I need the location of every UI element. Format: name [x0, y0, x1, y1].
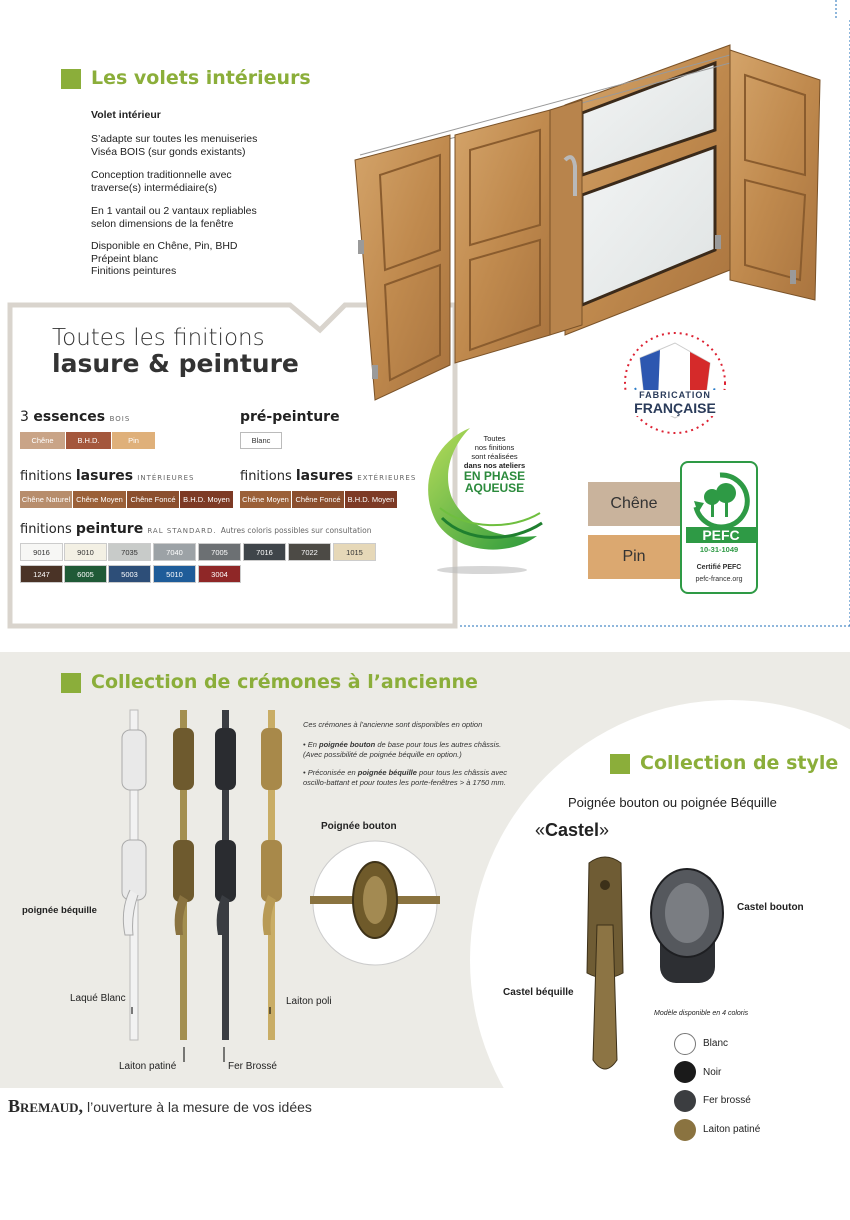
text-line: Ces crémones à l’ancienne sont disponibles en option [303, 720, 483, 729]
window-shutters-illustration [320, 35, 840, 415]
pefc-url: pefc-france.org [695, 576, 743, 583]
peinture-heading [20, 521, 371, 537]
pefc-certifie: Certifié PEFC [696, 564, 742, 571]
swatch-label: B.H.D. Moyen [183, 495, 230, 504]
swatch-label: 5010 [166, 569, 183, 579]
text: essences [33, 409, 106, 425]
swatch-label: 7022 [301, 547, 318, 557]
poignee-bequille-label: poignée béquille [22, 905, 97, 916]
text-line: Prépeint blanc [91, 252, 159, 265]
castel-bequille-label: Castel béquille [503, 987, 574, 998]
lasures-ext-heading [240, 468, 416, 484]
swatch-label: Pin [128, 436, 139, 445]
swatch-label: Chêne Moyen [76, 495, 123, 504]
color-dot-blanc [674, 1033, 696, 1055]
coloris-label: Blanc [703, 1038, 729, 1049]
lasure-ext-swatch [240, 491, 291, 508]
text: finitions [240, 469, 292, 484]
swatch-label: 9016 [33, 547, 50, 557]
text: poignée bouton [318, 740, 376, 749]
essence-swatch [112, 432, 155, 449]
lasures-int-heading [20, 468, 195, 484]
text-line: FRANÇAISE [634, 400, 716, 416]
wood-chene-swatch [588, 482, 680, 526]
text-line: sont réalisées [471, 452, 518, 461]
cremones-bullet-1 [303, 740, 543, 760]
text: « [535, 820, 546, 840]
peinture-swatch [20, 565, 63, 583]
brand-name: Bremaud, [8, 1096, 83, 1116]
laiton-patine-label: Laiton patiné [119, 1061, 177, 1072]
text: Autres coloris possibles sur consultation [220, 526, 372, 535]
swatch-label: 7016 [256, 547, 273, 557]
swatch-label: Pin [622, 548, 646, 565]
style-title: Collection de style [640, 752, 839, 774]
text: finitions [20, 469, 72, 484]
text-line: nos finitions [474, 443, 515, 452]
text-line: dans nos ateliers [463, 461, 526, 470]
text-line: (Avec possibilité de poignée béquille en option.) [303, 750, 462, 759]
swatch-label: B.H.D. Moyen [347, 495, 395, 504]
finitions-title-line1: Toutes les finitions [52, 325, 265, 351]
fabrication-text [622, 390, 728, 416]
text: lasures [75, 468, 134, 484]
text: pour tous les châssis avec [419, 768, 508, 777]
coloris-label: Laiton patiné [703, 1124, 761, 1135]
swatch-label: Chêne Naturel [21, 495, 71, 504]
text: poignée béquille [357, 768, 417, 777]
volets-title: Les volets intérieurs [91, 67, 311, 89]
castel-handles-illustration [575, 855, 735, 1090]
text-line: En 1 vantail ou 2 vantaux repliables [91, 205, 257, 217]
text: INTÉRIEURES [137, 474, 195, 482]
peinture-swatch [20, 543, 63, 561]
swatch-label: 1247 [33, 569, 50, 579]
pefc-name: PEFC [686, 527, 756, 543]
brand-tagline: l’ouverture à la mesure de vos idées [87, 1099, 312, 1115]
style-subtitle: Poignée bouton ou poignée Béquille [568, 795, 777, 810]
swatch-label: 6005 [77, 569, 94, 579]
prepeinture-heading: pré-peinture [240, 409, 340, 425]
text-line: Disponible en Chêne, Pin, BHD [91, 240, 238, 252]
pefc-logo [680, 461, 758, 594]
swatch-label: 9010 [77, 547, 94, 557]
text: finitions [20, 522, 72, 537]
section-marker [610, 754, 630, 774]
swatch-label: 7005 [211, 547, 228, 557]
text-line: FABRICATION [639, 390, 711, 400]
text: Castel [545, 820, 600, 840]
lasure-int-swatch [127, 491, 179, 508]
lasure-ext-swatch [345, 491, 397, 508]
color-dot-laiton-patine [674, 1119, 696, 1141]
swatch-label: 5003 [121, 569, 138, 579]
peinture-swatch [64, 565, 107, 583]
finitions-title-line2: lasure & peinture [52, 349, 299, 378]
lasure-int-swatch [73, 491, 126, 508]
poignee-bouton-closeup [310, 838, 440, 968]
swatch-label: B.H.D. [77, 436, 100, 445]
swatch-label: Chêne [610, 495, 658, 512]
text-line: Toutes [483, 434, 506, 443]
coloris-label: Noir [703, 1067, 722, 1078]
text-line: EN PHASE [463, 469, 526, 483]
text: BOIS [109, 415, 131, 423]
essences-heading [20, 409, 130, 425]
peinture-swatch [64, 543, 107, 561]
peinture-swatch [198, 543, 241, 561]
volets-subtitle: Volet intérieur [91, 109, 161, 121]
cremones-title: Collection de crémones à l’ancienne [91, 671, 478, 693]
pefc-code: 10-31-1049 [699, 545, 739, 554]
color-dot-fer-brosse [674, 1090, 696, 1112]
pefc-tree-icon [690, 471, 750, 529]
text-line: Finitions peintures [91, 265, 177, 277]
text: » [599, 820, 610, 840]
peinture-swatch [108, 565, 151, 583]
text: • Préconisée en [303, 768, 356, 777]
text: de base pour tous les autres châssis. [377, 740, 502, 749]
text: EXTÉRIEURES [357, 474, 417, 482]
text: peinture [75, 521, 144, 537]
cremones-bullet-2 [303, 768, 543, 788]
swatch-label: 3004 [211, 569, 228, 579]
text-line: traverse(s) intermédiaire(s) [91, 181, 218, 194]
poignee-bouton-label: Poignée bouton [321, 821, 397, 832]
swatch-label: 7035 [121, 547, 138, 557]
prepeinture-swatch [240, 432, 282, 449]
text: 3 [20, 409, 29, 425]
color-dot-noir [674, 1061, 696, 1083]
essence-swatch [20, 432, 65, 449]
laiton-poli-label: Laiton poli [286, 996, 332, 1007]
swatch-label: Chêne Foncé [295, 495, 341, 504]
castel-name [535, 820, 609, 841]
text: lasures [295, 468, 354, 484]
lasure-int-swatch [180, 491, 233, 508]
peinture-swatch [243, 543, 286, 561]
castel-bouton-label: Castel bouton [737, 902, 804, 913]
cremones-intro [303, 720, 543, 730]
fabrication-francaise-logo [620, 328, 730, 443]
modele-note: Modèle disponible en 4 coloris [654, 1010, 749, 1017]
laque-blanc-label: Laqué Blanc [70, 993, 126, 1004]
essence-swatch [66, 432, 111, 449]
peinture-swatch [333, 543, 376, 561]
text: RAL STANDARD. [147, 527, 217, 535]
peinture-swatch [153, 565, 196, 583]
text: • En [303, 740, 317, 749]
swatch-label: 7040 [166, 547, 183, 557]
swatch-label: Chêne Moyen [242, 495, 289, 504]
swatch-label: Blanc [251, 436, 271, 445]
peinture-swatch [288, 543, 331, 561]
aqueuse-text [447, 434, 542, 494]
swatch-label: Chêne Foncé [130, 495, 176, 504]
text-line: S’adapte sur toutes les menuiseries [91, 133, 258, 145]
peinture-swatch [198, 565, 241, 583]
peinture-swatch [108, 543, 151, 561]
peinture-swatch [153, 543, 196, 561]
lasure-ext-swatch [292, 491, 344, 508]
wood-pin-swatch [588, 535, 680, 579]
text-line: Viséa BOIS (sur gonds existants) [91, 145, 246, 158]
fer-brosse-label: Fer Brossé [228, 1061, 277, 1072]
text-line: AQUEUSE [464, 481, 525, 495]
text-line: selon dimensions de la fenêtre [91, 217, 234, 230]
text-line: oscillo-battant et pour toutes les porte-fenêtres > à 1750 mm. [303, 778, 506, 787]
swatch-label: 1015 [346, 547, 363, 557]
text-line: Conception traditionnelle avec [91, 169, 232, 181]
coloris-label: Fer brossé [703, 1095, 751, 1106]
lasure-int-swatch [20, 491, 72, 508]
swatch-label: Chêne [31, 436, 54, 445]
